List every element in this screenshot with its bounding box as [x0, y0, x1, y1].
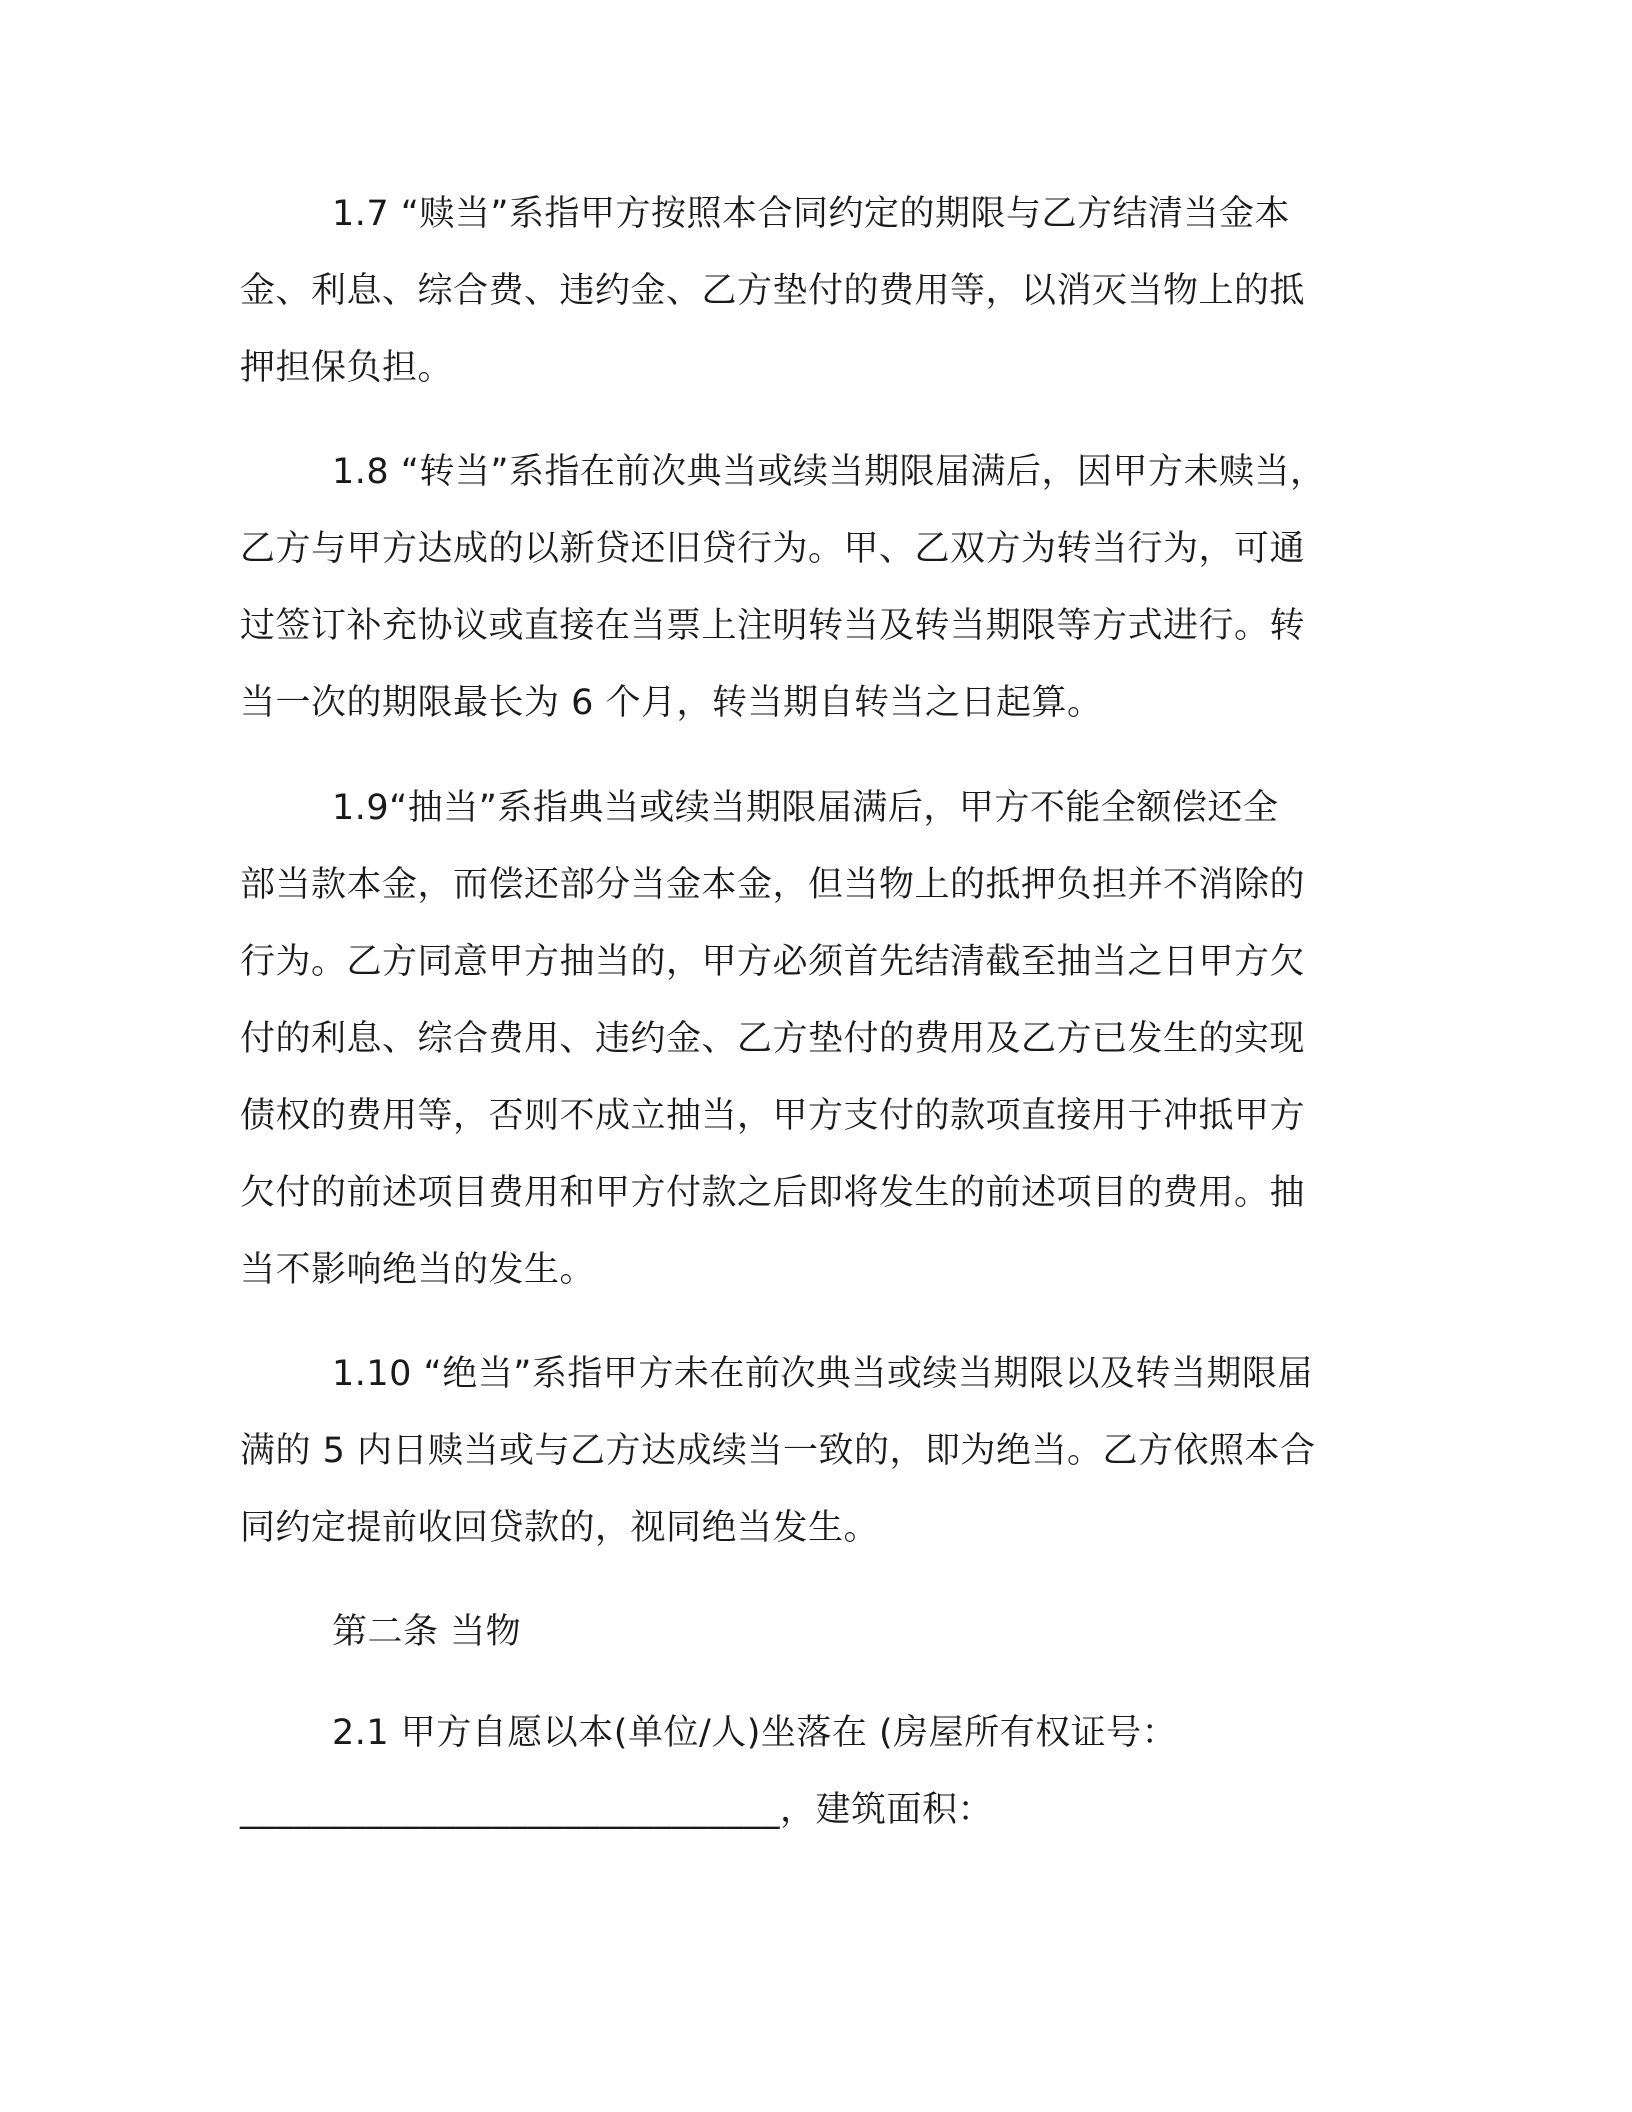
paragraph-line: 行为。乙方同意甲方抽当的，甲方必须首先结清截至抽当之日甲方欠 [240, 942, 1306, 982]
paragraph-line: 1.9“抽当”系指典当或续当期限届满后，甲方不能全额偿还全 [332, 788, 1279, 828]
paragraph-1-7 [240, 176, 1385, 407]
paragraph-line: 当一次的期限最长为 6 个月，转当期自转当之日起算。 [240, 683, 1103, 723]
paragraph-line: 1.10 “绝当”系指甲方未在前次典当或续当期限以及转当期限届 [332, 1354, 1313, 1394]
paragraph-line: 债权的费用等，否则不成立抽当，甲方支付的款项直接用于冲抵甲方 [240, 1096, 1306, 1136]
paragraph-line: 部当款本金，而偿还部分当金本金，但当物上的抵押负担并不消除的 [240, 865, 1306, 905]
section-heading: 第二条 当物 [332, 1612, 522, 1652]
paragraph-line: 金、利息、综合费、违约金、乙方垫付的费用等，以消灭当物上的抵 [240, 271, 1306, 311]
paragraph-line: 2.1 甲方自愿以本(单位/人)坐落在 (房屋所有权证号： [332, 1713, 1178, 1753]
paragraph-line: 1.8 “转当”系指在前次典当或续当期限届满后，因甲方未赎当， [332, 452, 1326, 492]
paragraph-2-1 [240, 1695, 1385, 1849]
paragraph-line: 乙方与甲方达成的以新贷还旧贷行为。甲、乙双方为转当行为，可通 [240, 529, 1306, 569]
paragraph-line: 押担保负担。 [240, 348, 454, 388]
paragraph-line: 1.7 “赎当”系指甲方按照本合同约定的期限与乙方结清当金本 [332, 194, 1291, 234]
paragraph-1-8 [240, 434, 1385, 742]
paragraph-1-10 [240, 1336, 1385, 1567]
paragraph-line: 同约定提前收回贷款的，视同绝当发生。 [240, 1508, 880, 1548]
paragraph-line: 过签订补充协议或直接在当票上注明转当及转当期限等方式进行。转 [240, 606, 1306, 646]
paragraph-line: 当不影响绝当的发生。 [240, 1250, 596, 1290]
paragraph-line: 欠付的前述项目费用和甲方付款之后即将发生的前述项目的费用。抽 [240, 1173, 1306, 1213]
paragraph-1-9 [240, 770, 1385, 1309]
paragraph-line: 满的 5 内日赎当或与乙方达成续当一致的，即为绝当。乙方依照本合 [240, 1431, 1316, 1471]
article-2-heading [240, 1594, 1385, 1671]
paragraph-line-blank-field: ______________________________，建筑面积： [240, 1790, 994, 1830]
paragraph-line: 付的利息、综合费用、违约金、乙方垫付的费用及乙方已发生的实现 [240, 1019, 1306, 1059]
